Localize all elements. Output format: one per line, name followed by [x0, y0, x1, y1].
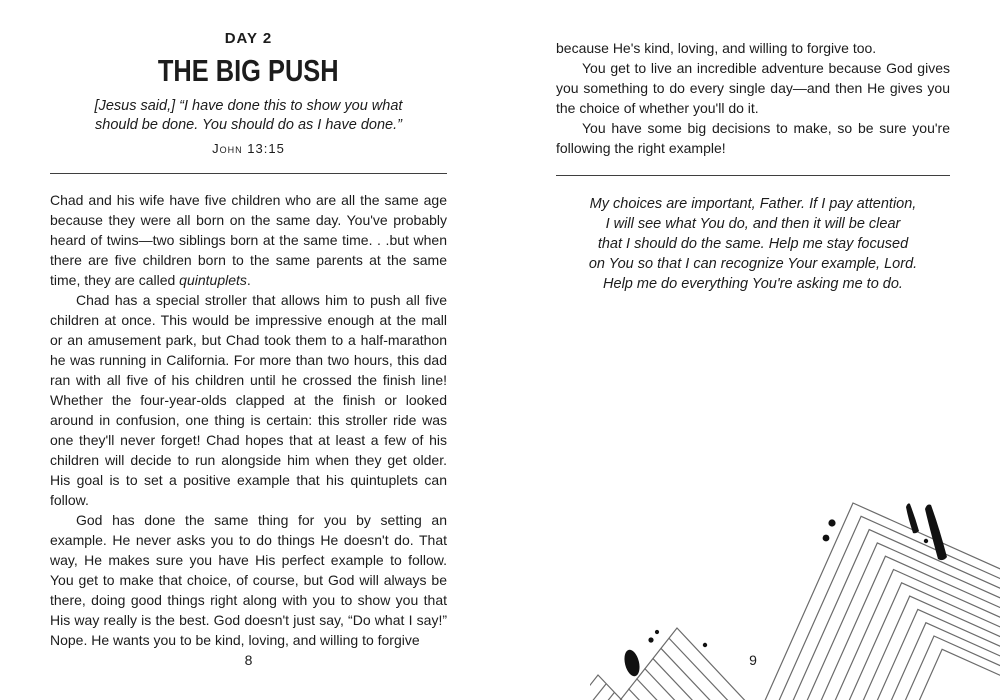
- large-mountain-pattern: [747, 503, 1000, 700]
- small-mountain-pattern: [590, 628, 786, 700]
- ink-dot: [828, 519, 835, 526]
- chapter-title-text: THE BIG PUSH: [158, 53, 339, 88]
- paragraph: God has done the same thing for you by setting an example. He never asks you to do things He doesn't do. That way, He makes sure you have His perfect example to follow. You get to make that choice, of course, but God will always be there, doing good things right along with you to show you that His way really is the best. God doesn't just say, “Do what I say!” Nope. He wants you to be kind, loving, and willing to forgive: [50, 512, 447, 648]
- paragraph: Chad has a special stroller that allows him to push all five children at once. This would be impressive enough at the mall or an amusement park, but Chad took them to a half-marathon he was running in California. For more than two hours, this dad ran with all five of his children until he crossed the finish line! Whether the four-year-olds clapped at the finish or looked around in confusion, one thing is certain: this stroller ride was one they'll never forget! Chad hopes that at least a few of his children will decide to run alongside him when they get older. His goal is to set a positive example that his quintuplets can follow.: [50, 292, 447, 508]
- italic-word: quintuplets: [179, 272, 247, 288]
- scripture-quote-line: should be done. You should do as I have done.”: [95, 117, 402, 133]
- ink-dot: [924, 539, 928, 543]
- ink-dot: [655, 630, 659, 634]
- chapter-header: [50, 30, 447, 156]
- ink-blob: [622, 648, 642, 678]
- prayer-line: on You so that I can recognize Your example, Lord.: [588, 256, 918, 272]
- left-page-body: [50, 190, 447, 650]
- right-page: [556, 38, 950, 294]
- ink-dot: [648, 637, 653, 642]
- prayer-line: My choices are important, Father. If I pay attention,: [589, 196, 917, 212]
- header-divider-rule: [50, 173, 447, 174]
- mountains-illustration: [590, 485, 1000, 700]
- prayer-block: [556, 194, 950, 294]
- day-label: DAY 2: [224, 30, 273, 47]
- ink-dot: [823, 535, 830, 542]
- prayer-line: Help me do everything You're asking me to do.: [603, 276, 903, 292]
- paragraph-text: .: [246, 272, 251, 288]
- prayer-line: I will see what You do, and then it will be clear: [605, 216, 901, 232]
- paragraph: because He's kind, loving, and willing to forgive too.: [556, 40, 877, 56]
- page-number-right: 9: [749, 652, 757, 668]
- scripture-quote-line: [Jesus said,] “I have done this to show you what: [94, 98, 403, 114]
- ink-stroke: [925, 505, 947, 561]
- left-page: [50, 30, 447, 650]
- chapter-title: [50, 53, 447, 89]
- scripture-quote: [50, 97, 447, 135]
- prayer-line: that I should do the same. Help me stay focused: [597, 236, 909, 252]
- paragraph-text: Chad and his wife have five children who are all the same age because they were all born on the same day. You've probably heard of twins—two siblings born at the same time. . .but when there are five children born to the same parents at the same time, they are called: [50, 192, 447, 288]
- scripture-reference: John 13:15: [212, 141, 285, 156]
- mountains-illustration-svg: [590, 485, 1000, 700]
- paragraph: [50, 190, 447, 290]
- page-number-left: 8: [244, 652, 253, 668]
- right-page-body: [556, 38, 950, 158]
- ink-dot: [703, 643, 707, 647]
- paragraph: You have some big decisions to make, so be sure you're following the right example!: [556, 120, 950, 156]
- prayer-divider-rule: [556, 175, 950, 176]
- ink-stroke: [906, 503, 919, 533]
- paragraph: You get to live an incredible adventure because God gives you something to do every single day—and then He gives you the choice of whether you'll do it.: [556, 60, 950, 116]
